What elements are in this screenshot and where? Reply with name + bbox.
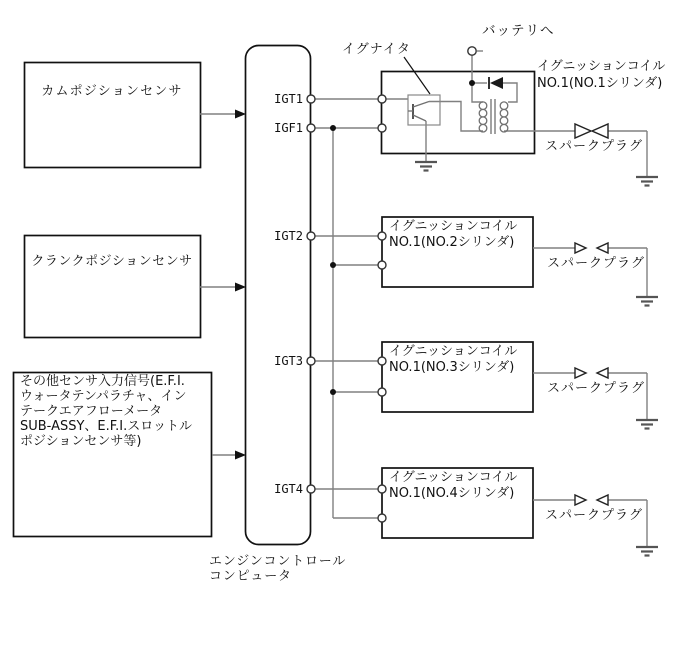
spark-plug-row-2 [533,243,658,306]
other-sensors-label [20,374,192,449]
coil2-terminal-bottom [378,261,386,269]
battery-label: バッテリへ [482,23,555,39]
coil3-terminal-bottom [378,388,386,396]
spark-plug-row-1 [575,124,658,186]
ecu-port-label-igt3: IGT3 [274,354,303,368]
ignition-coil-1-caption [537,59,665,92]
coil3-caption-line-1: イグニッションコイル [389,344,518,359]
arrowhead-icon [235,110,246,119]
coil4-caption-line-1: イグニッションコイル [389,470,518,485]
spark-gap-icon [575,495,608,505]
spark-plug-label-4: スパークプラグ [545,508,644,523]
coil3-caption-line-2: NO.1(NO.3シリンダ) [389,359,515,375]
signal-wires [311,99,382,518]
spark-plug-label-1: スパークプラグ [545,139,644,154]
crank-position-sensor-box [25,236,201,338]
coil3-terminal-top [378,357,386,365]
ignition-coil-3-caption [389,344,517,375]
spark-plug-label-3: スパークプラグ [547,381,646,396]
ecu-terminal-igf1 [307,124,315,132]
coil4-terminal-top [378,485,386,493]
ecu-port-label-igf1: IGF1 [274,121,303,135]
ecu-port-label-igt2: IGT2 [274,229,303,243]
ecu-terminal-igt3 [307,357,315,365]
ignition-coil-4-caption [389,470,517,501]
ground-icon [636,420,658,429]
ecu-caption-line-1: エンジンコントロール [209,554,347,569]
ecu-caption [209,554,346,584]
spark-plug-row-3 [533,368,658,429]
spark-plug-rows [533,124,658,556]
other-sensors-line-3: テークエアフローメータ [20,404,163,419]
coil1-caption-line-2: NO.1(NO.1シリンダ) [537,75,663,91]
junction-dot [330,262,336,268]
battery-terminal-icon [468,47,476,55]
igniter-label: イグナイタ [342,42,411,57]
other-sensors-line-5: ポジションセンサ等) [20,434,142,449]
spark-plug-row-4 [533,495,658,556]
ecu-terminal-igt1 [307,95,315,103]
coil2-terminal-top [378,232,386,240]
terminal-circles [307,95,386,522]
ecu-port-label-igt4: IGT4 [274,482,303,496]
arrowhead-icon [235,283,246,292]
ecu-caption-line-2: コンピュータ [209,569,292,584]
junction-dot [330,389,336,395]
ecu-terminal-igt2 [307,232,315,240]
junction-dot [469,80,475,86]
coil1-caption-line-1: イグニッションコイル [537,59,666,74]
coil2-caption-line-2: NO.1(NO.2シリンダ) [389,234,515,250]
other-sensors-line-1: その他センサ入力信号(E.F.I. [20,374,185,389]
spark-gap-icon [575,243,608,253]
ecu-port-label-igt1: IGT1 [274,92,303,106]
spark-plug-label-2: スパークプラグ [547,256,646,271]
crank-position-sensor-label: クランクポジションセンサ [31,254,193,269]
spark-gap-icon [575,368,608,378]
ignition-coil-1-box [382,72,535,154]
arrowhead-icon [235,451,246,460]
coil1-terminal-bottom [378,124,386,132]
junction-dot [330,125,336,131]
coil4-terminal-bottom [378,514,386,522]
ground-icon [636,297,658,306]
spark-gap-icon [575,124,608,138]
coil1-terminal-top [378,95,386,103]
other-sensors-line-2: ウォータテンパラチャ、イン [20,389,187,404]
coil4-caption-line-2: NO.1(NO.4シリンダ) [389,485,515,501]
cam-position-sensor-box [25,63,201,168]
ground-icon [636,547,658,556]
ground-icon [415,162,437,171]
ignition-coil-2-caption [389,219,517,250]
cam-position-sensor-label: カムポジションセンサ [41,84,183,99]
ground-icon [636,177,658,186]
other-sensors-line-4: SUB-ASSY、E.F.I.スロットル [20,419,193,434]
coil2-caption-line-1: イグニッションコイル [389,219,518,234]
ecu-terminal-igt4 [307,485,315,493]
